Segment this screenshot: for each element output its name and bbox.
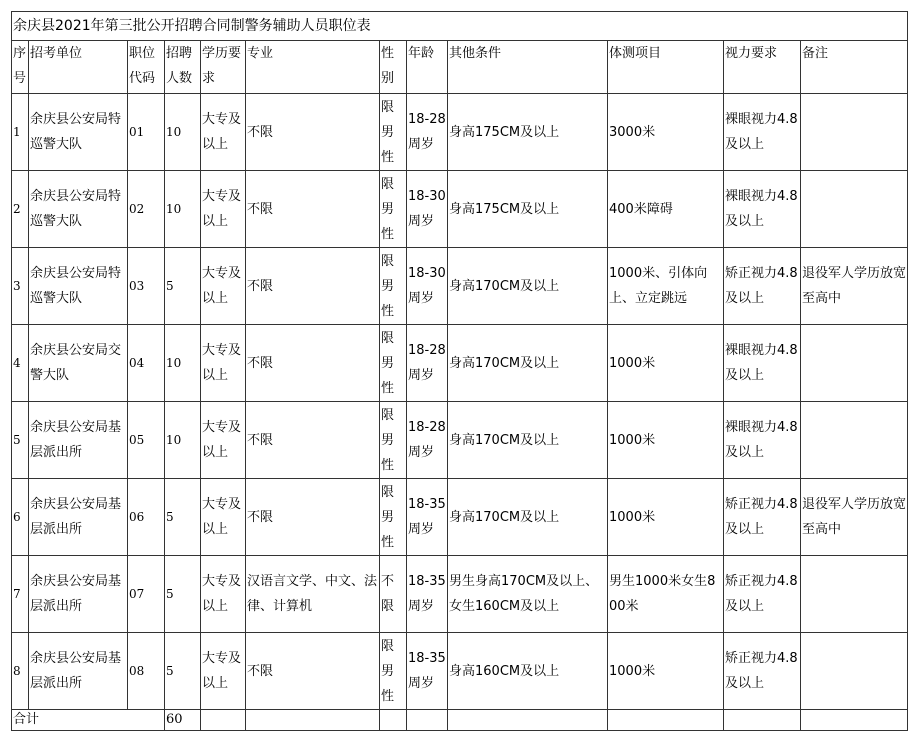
total-label: 合计 [12, 710, 165, 731]
cell-vision: 裸眼视力4.8及以上 [724, 94, 801, 171]
cell-unit: 余庆县公安局基层派出所 [29, 402, 128, 479]
cell-fitness: 男生1000米女生800米 [608, 556, 724, 633]
cell-gender: 限男性 [380, 94, 407, 171]
cell-gender: 不限 [380, 556, 407, 633]
cell-other: 身高170CM及以上 [448, 479, 608, 556]
cell-education: 大专及以上 [201, 556, 246, 633]
cell-gender: 限男性 [380, 479, 407, 556]
cell-count: 10 [165, 325, 201, 402]
cell-other: 身高160CM及以上 [448, 633, 608, 710]
cell-code: 04 [128, 325, 165, 402]
table-row [12, 556, 908, 633]
cell-seq: 3 [12, 248, 29, 325]
cell-age: 18-28周岁 [407, 402, 448, 479]
cell-unit: 余庆县公安局特巡警大队 [29, 248, 128, 325]
cell-fitness: 400米障碍 [608, 171, 724, 248]
cell-education: 大专及以上 [201, 479, 246, 556]
job-table-body [12, 12, 908, 731]
cell-code: 08 [128, 633, 165, 710]
cell-count: 5 [165, 556, 201, 633]
table-title: 余庆县2021年第三批公开招聘合同制警务辅助人员职位表 [12, 12, 908, 41]
cell-major: 不限 [246, 633, 380, 710]
cell-education: 大专及以上 [201, 633, 246, 710]
cell-code: 07 [128, 556, 165, 633]
cell-vision: 矫正视力4.8及以上 [724, 556, 801, 633]
cell-fitness: 3000米 [608, 94, 724, 171]
cell-count: 5 [165, 248, 201, 325]
header-fitness: 体测项目 [608, 41, 724, 94]
cell-seq: 5 [12, 402, 29, 479]
cell-education: 大专及以上 [201, 171, 246, 248]
table-row [12, 325, 908, 402]
cell-seq: 2 [12, 171, 29, 248]
cell-fitness: 1000米 [608, 402, 724, 479]
total-count: 60 [165, 710, 201, 731]
cell-vision: 裸眼视力4.8及以上 [724, 402, 801, 479]
cell-remark [801, 556, 908, 633]
cell-major: 不限 [246, 171, 380, 248]
table-row [12, 479, 908, 556]
cell-other: 身高175CM及以上 [448, 94, 608, 171]
cell-unit: 余庆县公安局特巡警大队 [29, 171, 128, 248]
cell-other: 男生身高170CM及以上、女生160CM及以上 [448, 556, 608, 633]
cell-unit: 余庆县公安局特巡警大队 [29, 94, 128, 171]
cell-age: 18-30周岁 [407, 248, 448, 325]
cell-seq: 7 [12, 556, 29, 633]
cell-unit: 余庆县公安局基层派出所 [29, 479, 128, 556]
header-major: 专业 [246, 41, 380, 94]
cell-age: 18-28周岁 [407, 94, 448, 171]
cell-unit: 余庆县公安局交警大队 [29, 325, 128, 402]
table-row [12, 248, 908, 325]
cell-other: 身高170CM及以上 [448, 248, 608, 325]
cell-gender: 限男性 [380, 248, 407, 325]
cell-gender: 限男性 [380, 633, 407, 710]
cell-age: 18-30周岁 [407, 171, 448, 248]
cell-vision: 裸眼视力4.8及以上 [724, 171, 801, 248]
cell-fitness: 1000米 [608, 479, 724, 556]
cell-fitness: 1000米 [608, 325, 724, 402]
cell-remark: 退役军人学历放宽至高中 [801, 479, 908, 556]
header-row [12, 41, 908, 94]
cell-major: 不限 [246, 402, 380, 479]
cell-major: 汉语言文学、中文、法律、计算机 [246, 556, 380, 633]
cell-major: 不限 [246, 94, 380, 171]
cell-seq: 6 [12, 479, 29, 556]
cell-count: 5 [165, 479, 201, 556]
cell-education: 大专及以上 [201, 402, 246, 479]
cell-age: 18-35周岁 [407, 556, 448, 633]
table-row [12, 94, 908, 171]
job-table [11, 11, 908, 731]
cell-major: 不限 [246, 248, 380, 325]
cell-vision: 裸眼视力4.8及以上 [724, 325, 801, 402]
cell-age: 18-35周岁 [407, 479, 448, 556]
cell-vision: 矫正视力4.8及以上 [724, 633, 801, 710]
cell-vision: 矫正视力4.8及以上 [724, 479, 801, 556]
cell-fitness: 1000米 [608, 633, 724, 710]
cell-other: 身高170CM及以上 [448, 402, 608, 479]
header-code: 职位代码 [128, 41, 165, 94]
cell-gender: 限男性 [380, 402, 407, 479]
cell-count: 5 [165, 633, 201, 710]
header-gender: 性别 [380, 41, 407, 94]
header-unit: 招考单位 [29, 41, 128, 94]
cell-fitness: 1000米、引体向上、立定跳远 [608, 248, 724, 325]
title-row [12, 12, 908, 41]
cell-unit: 余庆县公安局基层派出所 [29, 633, 128, 710]
cell-other: 身高170CM及以上 [448, 325, 608, 402]
cell-seq: 8 [12, 633, 29, 710]
header-education: 学历要求 [201, 41, 246, 94]
cell-education: 大专及以上 [201, 248, 246, 325]
cell-education: 大专及以上 [201, 94, 246, 171]
header-count: 招聘人数 [165, 41, 201, 94]
cell-count: 10 [165, 94, 201, 171]
table-row [12, 402, 908, 479]
cell-code: 03 [128, 248, 165, 325]
table-row [12, 633, 908, 710]
cell-major: 不限 [246, 479, 380, 556]
cell-unit: 余庆县公安局基层派出所 [29, 556, 128, 633]
cell-count: 10 [165, 402, 201, 479]
cell-gender: 限男性 [380, 171, 407, 248]
header-age: 年龄 [407, 41, 448, 94]
cell-code: 06 [128, 479, 165, 556]
cell-seq: 1 [12, 94, 29, 171]
cell-remark [801, 171, 908, 248]
cell-seq: 4 [12, 325, 29, 402]
cell-code: 05 [128, 402, 165, 479]
cell-remark: 退役军人学历放宽至高中 [801, 248, 908, 325]
header-seq: 序号 [12, 41, 29, 94]
cell-remark [801, 94, 908, 171]
cell-education: 大专及以上 [201, 325, 246, 402]
cell-gender: 限男性 [380, 325, 407, 402]
cell-age: 18-35周岁 [407, 633, 448, 710]
cell-count: 10 [165, 171, 201, 248]
cell-remark [801, 325, 908, 402]
header-other: 其他条件 [448, 41, 608, 94]
header-vision: 视力要求 [724, 41, 801, 94]
table-row [12, 171, 908, 248]
header-remark: 备注 [801, 41, 908, 94]
cell-age: 18-28周岁 [407, 325, 448, 402]
cell-remark [801, 402, 908, 479]
cell-code: 02 [128, 171, 165, 248]
cell-major: 不限 [246, 325, 380, 402]
cell-code: 01 [128, 94, 165, 171]
cell-remark [801, 633, 908, 710]
cell-vision: 矫正视力4.8及以上 [724, 248, 801, 325]
cell-other: 身高175CM及以上 [448, 171, 608, 248]
